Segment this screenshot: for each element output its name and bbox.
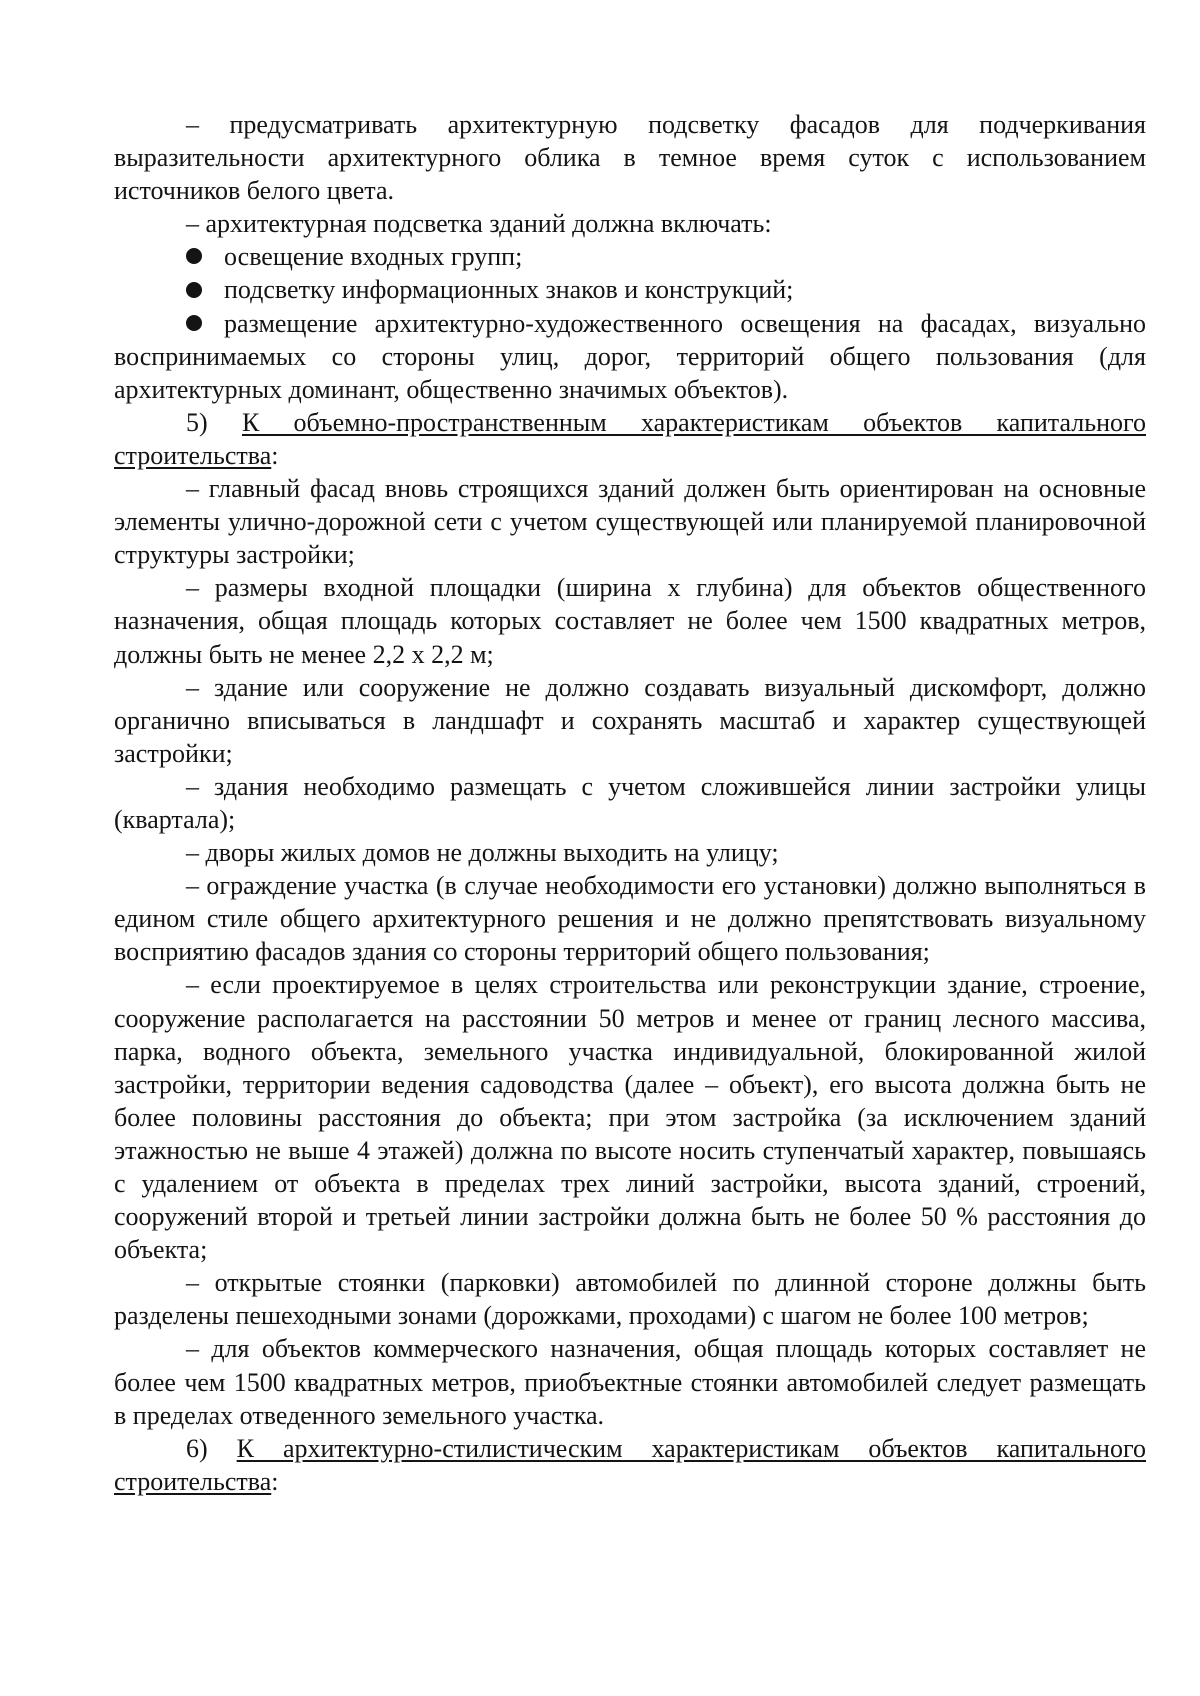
- bullet-text: размещение архитектурно-художественного освещения на фасадах, визуально воспринимаемых со стороны улиц, дорог, территорий общего пользования (для архитектурных доминант, общественно значимых объектов).: [114, 308, 1146, 404]
- bullet-item: [114, 307, 1146, 406]
- section-colon: :: [271, 440, 279, 470]
- section-heading-5: [114, 406, 1146, 472]
- bullet-item: [114, 273, 1146, 306]
- bullet-text: освещение входных групп;: [224, 242, 523, 272]
- document-page: [114, 108, 1146, 1498]
- section-number: 6): [186, 1433, 237, 1463]
- section-title: К архитектурно-стилистическим характеристикам объектов капитального строительства: [114, 1433, 1146, 1496]
- section-heading-6: [114, 1432, 1146, 1498]
- bullet-item: [114, 240, 1146, 273]
- paragraph-main-facade: – главный фасад вновь строящихся зданий должен быть ориентирован на основные элементы улично-дорожной сети с учетом существующей или планируемой планировочной структуры застройки;: [114, 474, 1146, 570]
- paragraph-parking-zones: – открытые стоянки (парковки) автомобилей по длинной стороне должны быть разделены пешеходными зонами (дорожками, проходами) с шагом не более 100 метров;: [114, 1268, 1146, 1331]
- paragraph-fencing: – ограждение участка (в случае необходимости его установки) должно выполняться в едином стиле общего архитектурного решения и не должно препятствовать визуальному восприятию фасадов здания со стороны территорий общего пользования;: [114, 871, 1146, 967]
- section-title: К объемно-пространственным характеристикам объектов капитального строительства: [114, 407, 1146, 470]
- bullet-dot-icon: [186, 315, 202, 331]
- paragraph-courtyards: – дворы жилых домов не должны выходить на улицу;: [186, 838, 779, 868]
- paragraph-building-line: – здания необходимо размещать с учетом сложившейся линии застройки улицы (квартала);: [114, 771, 1146, 834]
- bullet-dot-icon: [186, 282, 202, 298]
- section-number: 5): [186, 407, 242, 437]
- bullet-dot-icon: [186, 248, 202, 264]
- bullet-text: подсветку информационных знаков и конструкций;: [224, 275, 794, 305]
- paragraph-lighting-facades: – предусматривать архитектурную подсветку фасадов для подчеркивания выразительности архитектурного облика в темное время суток с использованием источников белого цвета.: [114, 110, 1146, 206]
- paragraph-entrance-size: – размеры входной площадки (ширина х глубина) для объектов общественного назначения, общая площадь которых составляет не более чем 1500 квадратных метров, должны быть не менее 2,2 х 2,2 м;: [114, 573, 1146, 669]
- paragraph-commercial-parking: – для объектов коммерческого назначения, общая площадь которых составляет не более чем 1500 квадратных метров, приобъектные стоянки автомобилей следует размещать в пределах отведенного земельного участка.: [114, 1334, 1146, 1430]
- paragraph-lighting-includes: – архитектурная подсветка зданий должна включать:: [186, 209, 772, 239]
- section-colon: :: [271, 1466, 279, 1496]
- paragraph-visual-discomfort: – здание или сооружение не должно создавать визуальный дискомфорт, должно органично вписываться в ландшафт и сохранять масштаб и характер существующей застройки;: [114, 672, 1146, 768]
- paragraph-height-restriction: – если проектируемое в целях строительства или реконструкции здание, строение, сооружение располагается на расстоянии 50 метров и менее от границ лесного массива, парка, водного объекта, земельного участка индивидуальной, блокированной жилой застройки, территории ведения садоводства (далее – объект), его высота должна быть не более половины расстояния до объекта; при этом застройка (за исключением зданий этажностью не выше 4 этажей) должна по высоте носить ступенчатый характер, повышаясь с удалением от объекта в пределах трех линий застройки, высота зданий, строений, сооружений второй и третьей линии застройки должна быть не более 50 % расстояния до объекта;: [114, 970, 1146, 1265]
